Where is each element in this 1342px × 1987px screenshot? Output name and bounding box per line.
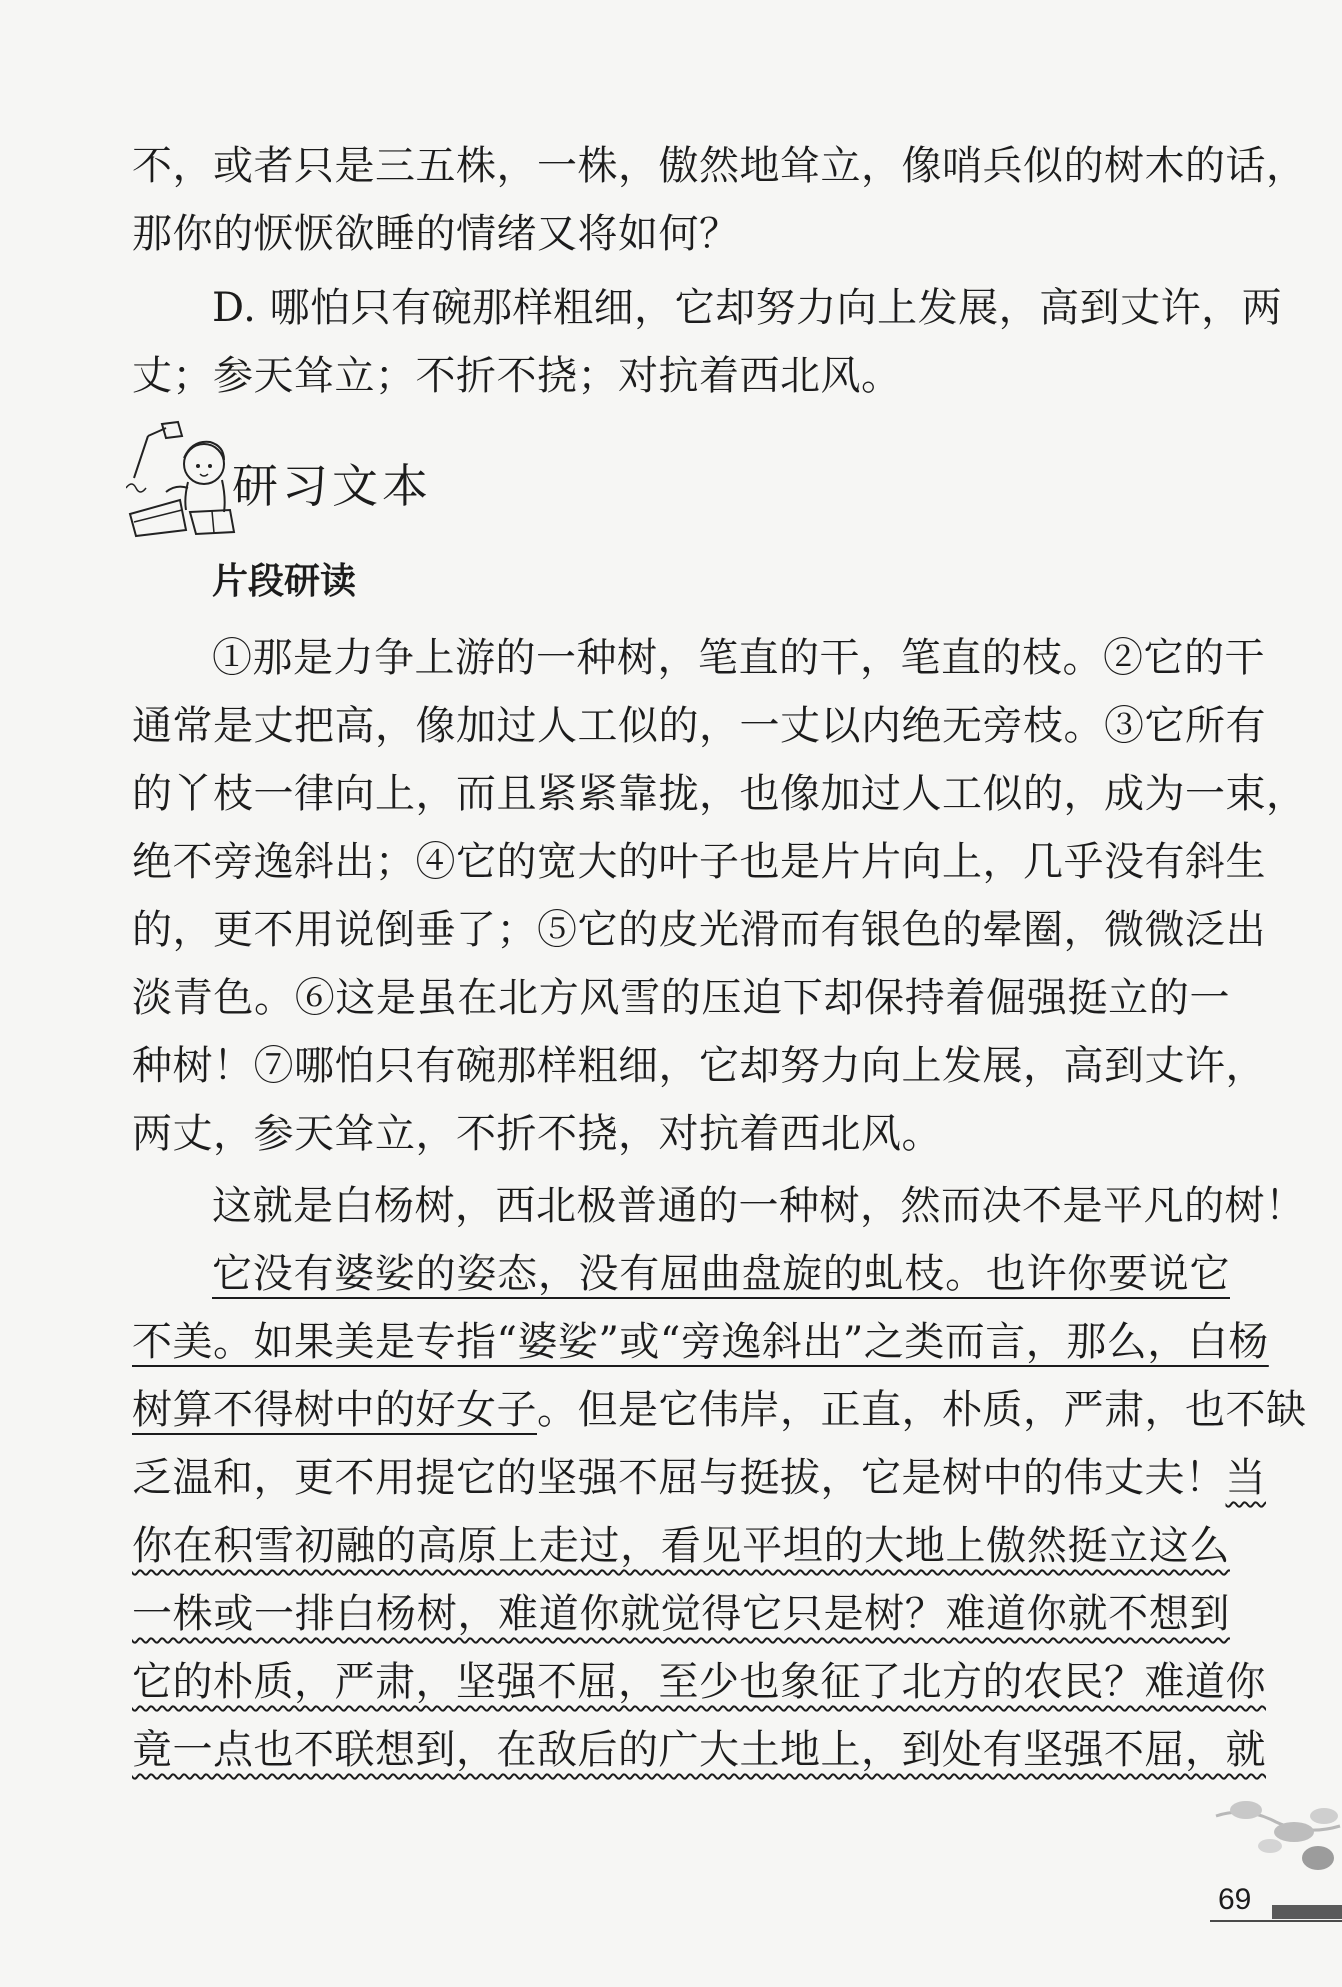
- paragraph-line: 那你的恹恹欲睡的情绪又将如何？: [132, 211, 740, 257]
- page-number-rule: [1210, 1920, 1342, 1922]
- passage-line: [132, 1452, 1266, 1504]
- passage-line: 绝不旁逸斜出；④它的宽大的叶子也是片片向上，几乎没有斜生: [132, 839, 1266, 885]
- wavy-underlined-text: 当: [1225, 1455, 1266, 1501]
- wavy-underlined-text: 你在积雪初融的高原上走过，看见平坦的大地上傲然挺立这么: [132, 1523, 1230, 1569]
- passage-line: 的，更不用说倒垂了；⑤它的皮光滑而有银色的晕圈，微微泛出: [132, 907, 1266, 953]
- option-d-line: 丈；参天耸立；不折不挠；对抗着西北风。: [132, 353, 902, 399]
- option-d-line: D. 哪怕只有碗那样粗细，它却努力向上发展，高到丈许，两: [212, 285, 1283, 331]
- wavy-underlined-text: 一株或一排白杨树，难道你就觉得它只是树？难道你就不想到: [132, 1591, 1230, 1637]
- underlined-text: 它没有婆娑的姿态，没有屈曲盘旋的虬枝。也许你要说它: [212, 1251, 1230, 1297]
- passage-line: [132, 1724, 1266, 1776]
- passage-line: 种树！⑦哪怕只有碗那样粗细，它却努力向上发展，高到丈许，: [132, 1043, 1266, 1089]
- paragraph-line: 不，或者只是三五株，一株，傲然地耸立，像哨兵似的树木的话，: [132, 143, 1307, 189]
- passage-line: 两丈，参天耸立，不折不挠，对抗着西北风。: [132, 1111, 942, 1157]
- page-number-bar: [1272, 1905, 1342, 1919]
- underlined-text: 树算不得树中的好女子: [132, 1387, 537, 1433]
- passage-line: [132, 1384, 1307, 1436]
- passage-line: 的丫枝一律向上，而且紧紧靠拢，也像加过人工似的，成为一束，: [132, 771, 1307, 817]
- passage-line: [132, 1520, 1230, 1572]
- section-title: 研习文本: [232, 459, 432, 513]
- underlined-text: 不美。如果美是专指“婆娑”或“旁逸斜出”之类而言，那么，白杨: [132, 1319, 1269, 1365]
- passage-line: [132, 1316, 1269, 1368]
- wavy-underlined-text: 它的朴质，严肃，坚强不屈，至少也象征了北方的农民？难道你: [132, 1659, 1266, 1705]
- plain-text: 。但是它伟岸，正直，朴质，严肃，也不缺: [537, 1387, 1307, 1433]
- passage-line: 通常是丈把高，像加过人工似的，一丈以内绝无旁枝。③它所有: [132, 703, 1266, 749]
- passage-line: ①那是力争上游的一种树，笔直的干，笔直的枝。②它的干: [212, 635, 1265, 681]
- plain-text: 乏温和，更不用提它的坚强不屈与挺拔，它是树中的伟丈夫！: [132, 1455, 1226, 1501]
- passage-line: [132, 1656, 1266, 1708]
- subheading: 片段研读: [212, 561, 357, 602]
- passage-line: 这就是白杨树，西北极普通的一种树，然而决不是平凡的树！: [212, 1183, 1306, 1229]
- passage-line: [212, 1248, 1230, 1300]
- wavy-underlined-text: 竟一点也不联想到，在敌后的广大土地上，到处有坚强不屈，就: [132, 1727, 1266, 1773]
- ink-branch-decoration: [1206, 1786, 1342, 1886]
- page-number: 69: [1218, 1883, 1252, 1916]
- passage-line: [132, 1588, 1230, 1640]
- passage-line: 淡青色。⑥这是虽在北方风雪的压迫下却保持着倔强挺立的一: [132, 975, 1230, 1021]
